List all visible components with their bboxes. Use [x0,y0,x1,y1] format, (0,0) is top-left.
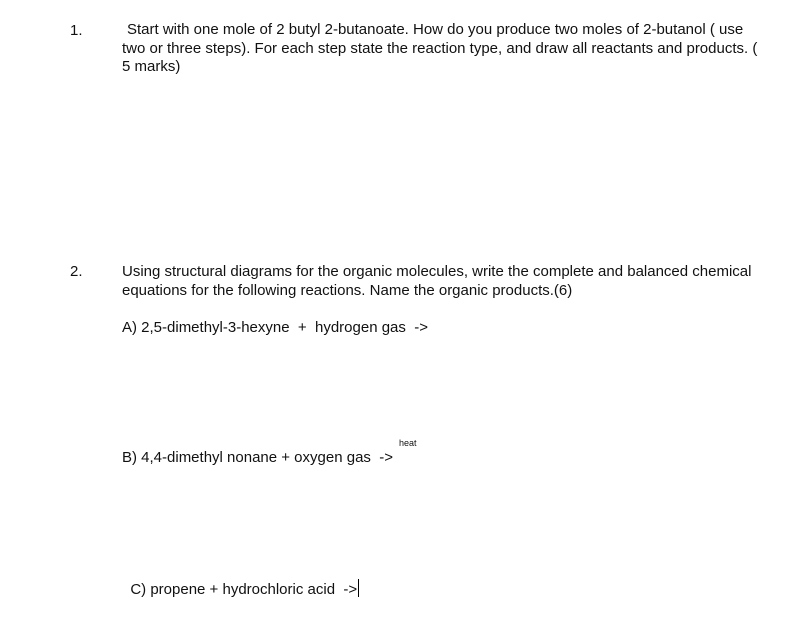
question-1-number: 1. [70,22,83,39]
clipped-top-fragment [0,0,810,2]
question-1-text: Start with one mole of 2 butyl 2-butanoate. How do you produce two moles of 2-butanol ( use two or three steps). For each step state the reaction type, and draw all reactants and products. ( 5 marks) [122,21,758,75]
question-2-number: 2. [70,263,83,280]
text-cursor [358,579,359,597]
question-2-text: Using structural diagrams for the organic molecules, write the complete and balanced chemical equations for the following reactions. Name the organic products.(6) [122,263,752,299]
heat-condition-label: heat [399,438,417,448]
question-2-part-b: B) 4,4-dimethyl nonane + oxygen gas -> [122,449,393,466]
question-2-part-a: A) 2,5-dimethyl-3-hexyne + hydrogen gas -> [122,319,428,336]
question-2-part-c-row[interactable] [122,561,359,599]
question-2-part-c: C) propene + hydrochloric acid -> [130,581,358,598]
